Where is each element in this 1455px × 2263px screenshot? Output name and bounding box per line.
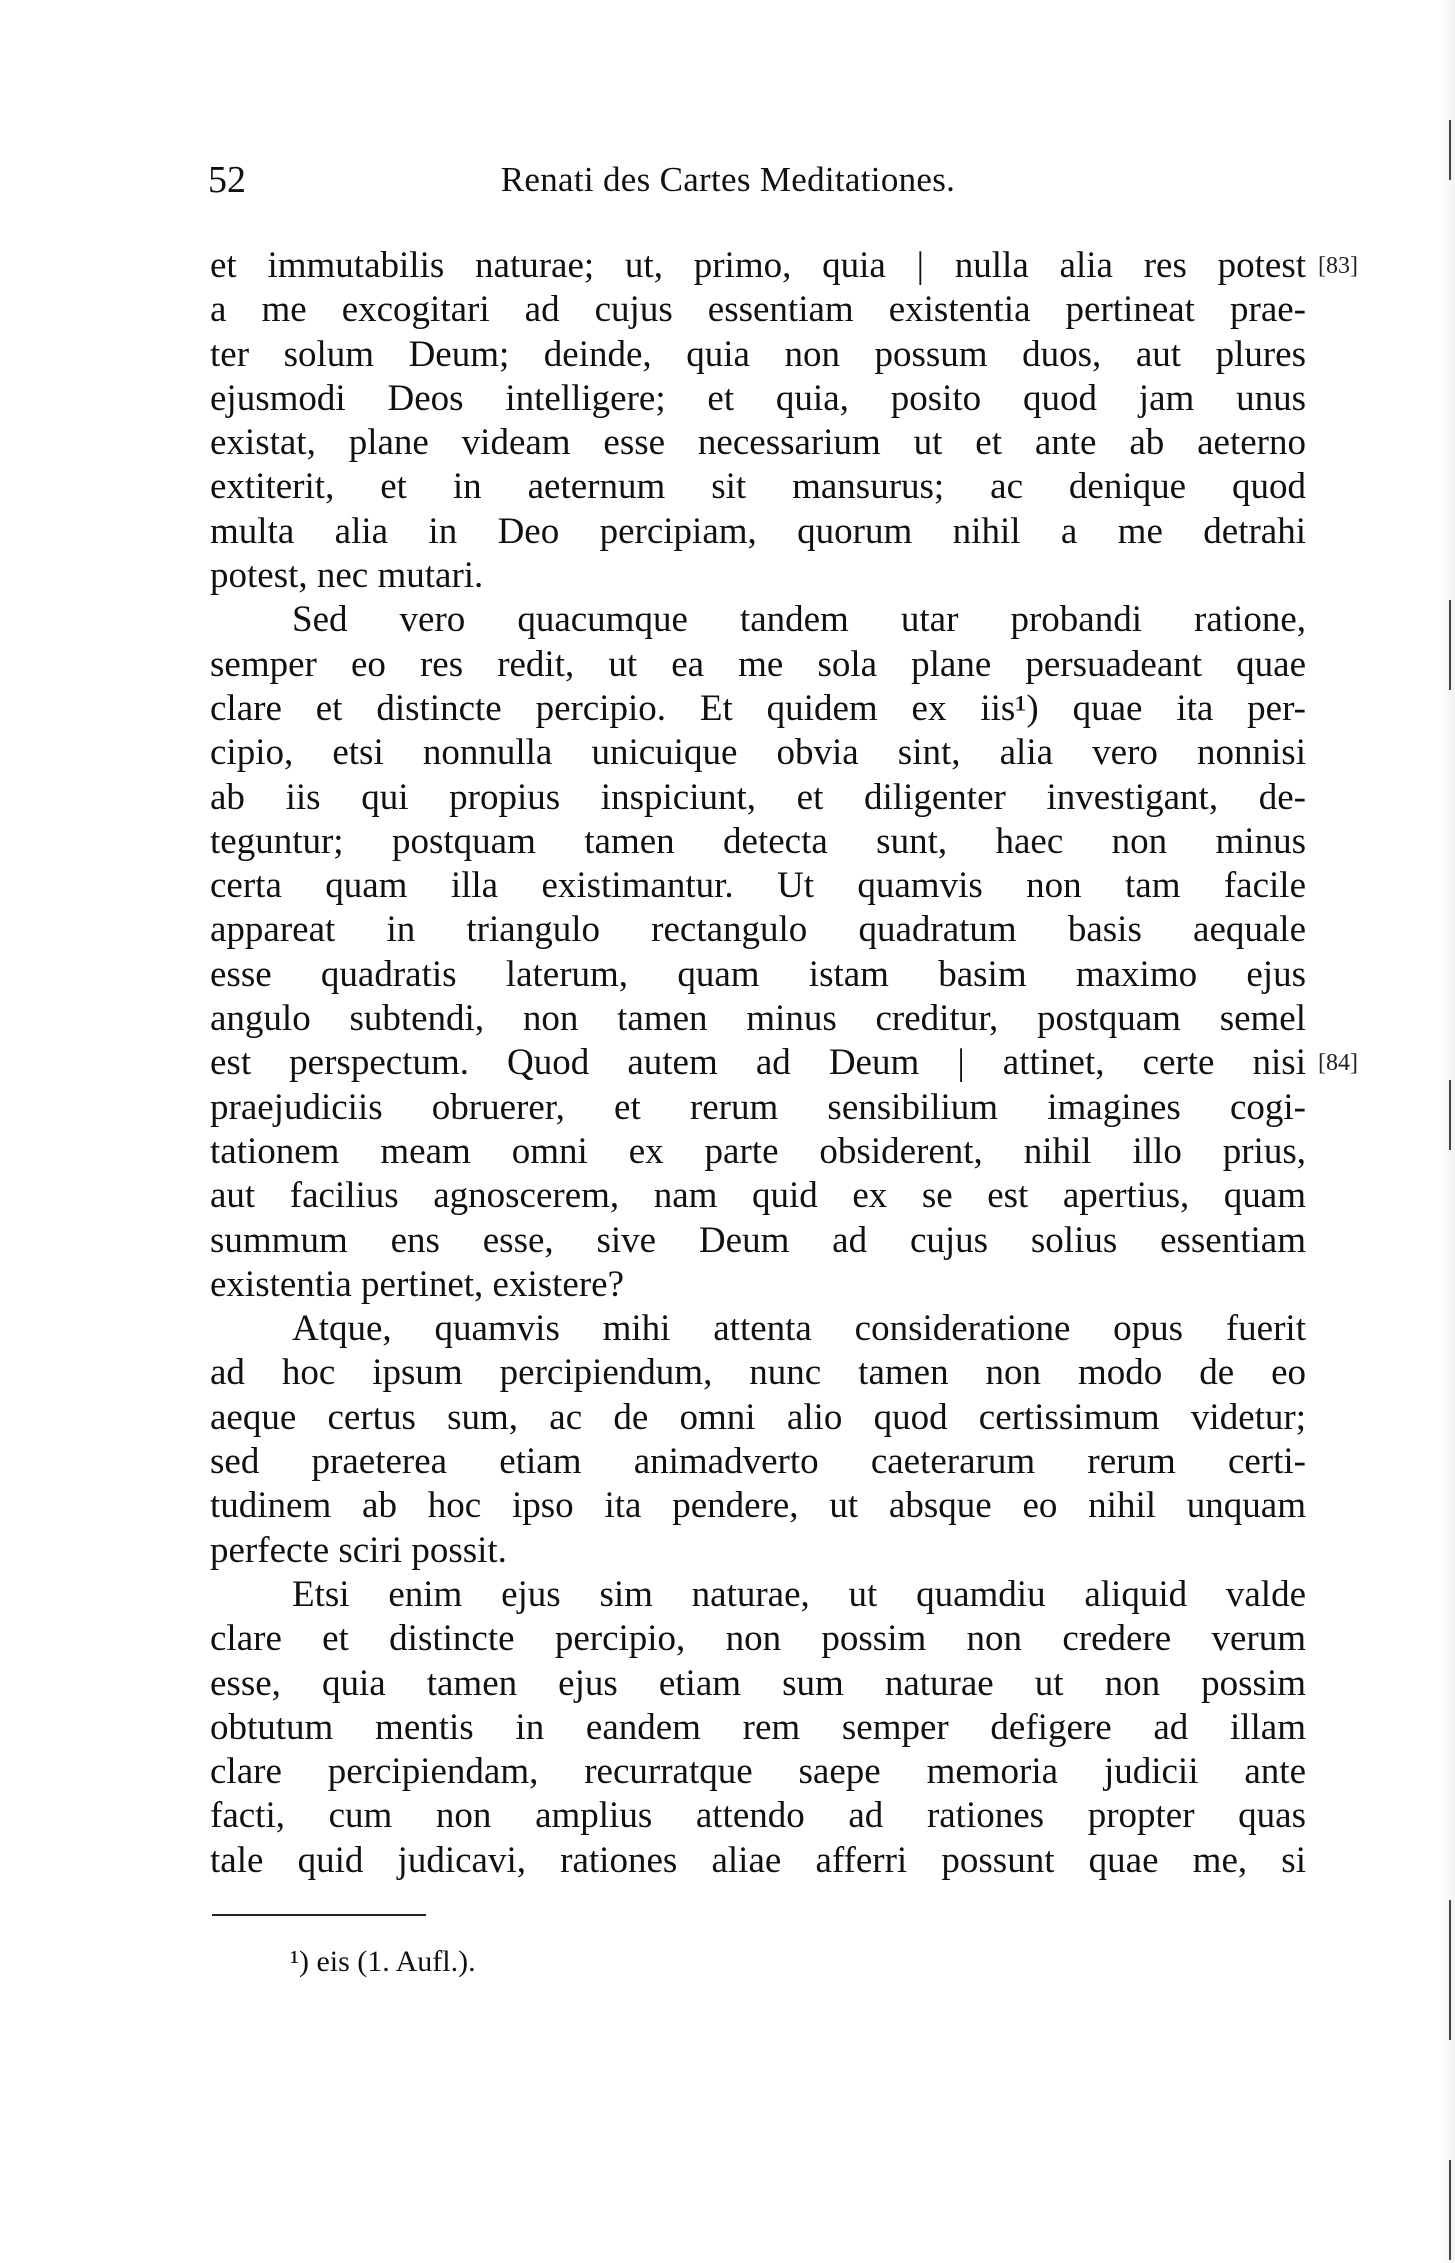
text-line-content: appareat in triangulo rectangulo quadratum basis aequale bbox=[210, 909, 1306, 951]
text-line-content: et immutabilis naturae; ut, primo, quia | nulla alia res potest bbox=[210, 245, 1306, 286]
text-line bbox=[210, 1529, 1306, 1573]
text-line bbox=[210, 1484, 1306, 1528]
text-line bbox=[210, 1706, 1306, 1750]
text-line bbox=[210, 1307, 1306, 1351]
text-line-content: summum ens esse, sive Deum ad cujus solius essentiam bbox=[210, 1219, 1306, 1261]
margin-page-reference: [84] bbox=[1318, 1050, 1358, 1077]
footnote: ¹) eis (1. Aufl.). bbox=[290, 1945, 476, 1978]
text-line-content: ab iis qui propius inspiciunt, et diligenter investigant, de- bbox=[210, 776, 1306, 818]
text-line-content: clare percipiendam, recurratque saepe memoria judicii ante bbox=[210, 1751, 1306, 1793]
text-line bbox=[210, 1351, 1306, 1395]
text-line-content: tationem meam omni ex parte obsiderent, nihil illo prius, bbox=[210, 1130, 1306, 1172]
text-line bbox=[210, 1573, 1306, 1617]
text-line bbox=[210, 1750, 1306, 1794]
text-line bbox=[210, 908, 1306, 952]
text-line bbox=[210, 510, 1306, 554]
text-line-content: praejudiciis obruerer, et rerum sensibilium imagines cogi- bbox=[210, 1086, 1306, 1128]
page-header bbox=[208, 158, 1248, 202]
text-line bbox=[210, 1086, 1306, 1130]
text-line-content: ter solum Deum; deinde, quia non possum duos, aut plures bbox=[210, 333, 1306, 375]
text-line bbox=[210, 997, 1306, 1041]
text-line-content: perfecte sciri possit. bbox=[210, 1529, 507, 1571]
text-line bbox=[210, 1440, 1306, 1484]
text-line bbox=[210, 244, 1358, 288]
text-line bbox=[210, 377, 1306, 421]
text-line bbox=[210, 1662, 1306, 1706]
text-line-content: facti, cum non amplius attendo ad rationes propter quas bbox=[210, 1795, 1306, 1837]
text-line-content: obtutum mentis in eandem rem semper defigere ad illam bbox=[210, 1706, 1306, 1748]
text-line-content: esse quadratis laterum, quam istam basim maximo ejus bbox=[210, 953, 1306, 995]
text-line-content: esse, quia tamen ejus etiam sum naturae ut non possim bbox=[210, 1662, 1306, 1704]
edge-mark bbox=[1449, 1080, 1451, 1150]
text-line-content: clare et distincte percipio. Et quidem ex iis¹) quae ita per- bbox=[210, 687, 1306, 729]
text-line-content: a me excogitari ad cujus essentiam existentia pertineat prae- bbox=[210, 289, 1306, 331]
text-line bbox=[210, 864, 1306, 908]
edge-mark bbox=[1449, 1900, 1451, 2040]
text-line bbox=[210, 1839, 1306, 1883]
page-edge-shadow bbox=[1441, 0, 1455, 2263]
text-line-content: semper eo res redit, ut ea me sola plane persuadeant quae bbox=[210, 643, 1306, 685]
text-line-content: multa alia in Deo percipiam, quorum nihil a me detrahi bbox=[210, 510, 1306, 552]
text-line bbox=[210, 465, 1306, 509]
text-line-content: ad hoc ipsum percipiendum, nunc tamen non modo de eo bbox=[210, 1352, 1306, 1394]
text-line-content: Etsi enim ejus sim naturae, ut quamdiu aliquid valde bbox=[292, 1573, 1306, 1615]
text-line bbox=[210, 1174, 1306, 1218]
text-line-content: sed praeterea etiam animadverto caeterarum rerum certi- bbox=[210, 1441, 1306, 1483]
text-line bbox=[210, 554, 1306, 598]
page-number: 52 bbox=[208, 159, 246, 201]
text-line bbox=[210, 288, 1306, 332]
margin-page-reference: [83] bbox=[1318, 253, 1358, 279]
text-line bbox=[210, 598, 1306, 642]
running-head: Renati des Cartes Meditationes. bbox=[500, 160, 956, 199]
text-line bbox=[210, 333, 1306, 377]
text-line bbox=[210, 1041, 1358, 1085]
text-line bbox=[210, 1396, 1306, 1440]
text-line-content: teguntur; postquam tamen detecta sunt, haec non minus bbox=[210, 820, 1306, 862]
text-line bbox=[210, 1263, 1306, 1307]
text-line-content: existat, plane videam esse necessarium ut et ante ab aeterno bbox=[210, 422, 1306, 464]
text-line-content: Sed vero quacumque tandem utar probandi ratione, bbox=[292, 599, 1306, 641]
edge-mark bbox=[1449, 2160, 1451, 2260]
text-line-content: aut facilius agnoscerem, nam quid ex se est apertius, quam bbox=[210, 1175, 1306, 1217]
text-line-content: cipio, etsi nonnulla unicuique obvia sint, alia vero nonnisi bbox=[210, 732, 1306, 774]
text-line-content: ejusmodi Deos intelligere; et quia, posito quod jam unus bbox=[210, 377, 1306, 419]
text-line-content: est perspectum. Quod autem ad Deum | attinet, certe nisi bbox=[210, 1042, 1306, 1084]
text-line-content: tudinem ab hoc ipso ita pendere, ut absque eo nihil unquam bbox=[210, 1485, 1306, 1527]
text-line-content: Atque, quamvis mihi attenta consideratione opus fuerit bbox=[292, 1308, 1306, 1350]
text-line bbox=[210, 421, 1306, 465]
text-line bbox=[210, 687, 1306, 731]
text-line bbox=[210, 953, 1306, 997]
text-line bbox=[210, 731, 1306, 775]
text-line-content: potest, nec mutari. bbox=[210, 555, 484, 597]
text-line-content: extiterit, et in aeternum sit mansurus; ac denique quod bbox=[210, 466, 1306, 508]
text-line bbox=[210, 643, 1306, 687]
edge-mark bbox=[1449, 120, 1451, 180]
text-line bbox=[210, 820, 1306, 864]
text-line-content: angulo subtendi, non tamen minus creditur, postquam semel bbox=[210, 998, 1306, 1040]
text-line bbox=[210, 1794, 1306, 1838]
text-line bbox=[210, 1130, 1306, 1174]
text-line-content: aeque certus sum, ac de omni alio quod certissimum videtur; bbox=[210, 1396, 1306, 1438]
text-line-content: existentia pertinet, existere? bbox=[210, 1263, 625, 1305]
text-line bbox=[210, 1617, 1306, 1661]
text-line-content: tale quid judicavi, rationes aliae afferri possunt quae me, si bbox=[210, 1839, 1306, 1881]
text-line bbox=[210, 1219, 1306, 1263]
text-line-content: clare et distincte percipio, non possim non credere verum bbox=[210, 1618, 1306, 1660]
body-text bbox=[210, 244, 1358, 1883]
text-line-content: certa quam illa existimantur. Ut quamvis non tam facile bbox=[210, 865, 1306, 907]
text-line bbox=[210, 776, 1306, 820]
footnote-rule bbox=[212, 1914, 426, 1916]
edge-mark bbox=[1449, 600, 1451, 690]
